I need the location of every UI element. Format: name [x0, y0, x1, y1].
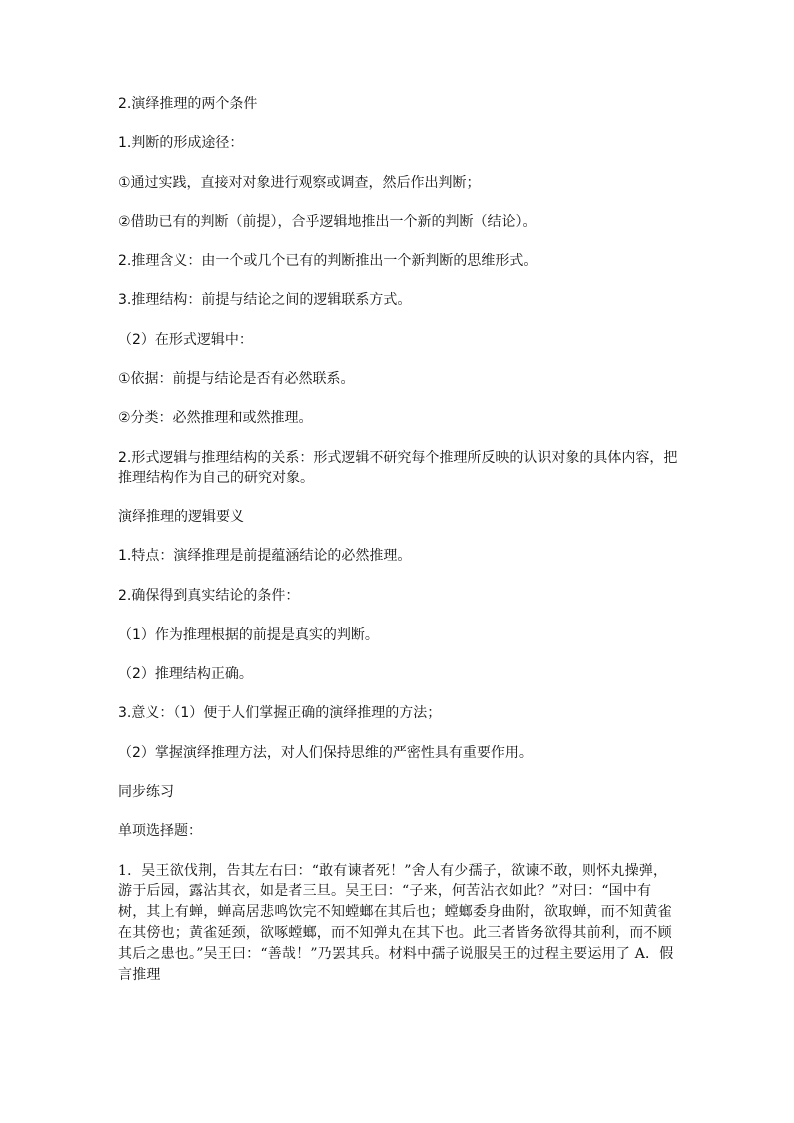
section-heading-logic-essentials: 演绎推理的逻辑要义	[118, 508, 244, 525]
question-one-text: 1．吴王欲伐荆，告其左右曰：“敢有谏者死！”舍人有少孺子，欲谏不敢，则怀丸操弹，游于后园，露沾其衣，如是者三旦。吴王曰：“子来，何苦沾衣如此？”对曰：“国中有树，其上有蝉，蝉高居悲鸣饮完不知螳螂在其后也；螳螂委身曲附，欲取蝉，而不知黄雀在其傍也；黄雀延颈，欲啄螳螂，而不知弹丸在其下也。此三者皆务欲得其前利，而不顾其后之患也。”吴王曰：“善哉！”乃罢其兵。材料中孺子说服吴王的过程主要运用了 A．假言推理	[118, 862, 674, 983]
paragraph-classification: ②分类：必然推理和或然推理。	[118, 410, 313, 427]
paragraph-significance-one: 3.意义：（1）便于人们掌握正确的演绎推理的方法；	[118, 705, 442, 722]
paragraph-basis: ①依据：前提与结论是否有必然联系。	[118, 371, 355, 388]
section-heading-practice: 同步练习	[118, 784, 174, 801]
paragraph-existing-judgment-route: ②借助已有的判断（前提），合乎逻辑地推出一个新的判断（结论）。	[118, 213, 537, 230]
paragraph-reasoning-structure: 3.推理结构：前提与结论之间的逻辑联系方式。	[118, 292, 412, 309]
paragraph-formal-logic-heading: （2）在形式逻辑中：	[118, 331, 253, 348]
paragraph-practice-route: ①通过实践，直接对对象进行观察或调查，然后作出判断；	[118, 174, 481, 191]
paragraph-significance-two: （2）掌握演绎推理方法，对人们保持思维的严密性具有重要作用。	[118, 744, 533, 761]
paragraph-formal-logic-relation: 2.形式逻辑与推理结构的关系：形式逻辑不研究每个推理所反映的认识对象的具体内容，把推理结构作为自己的研究对象。	[118, 449, 678, 486]
paragraph-true-conclusion-conditions: 2.确保得到真实结论的条件：	[118, 587, 300, 604]
paragraph-condition-two: （2）推理结构正确。	[118, 666, 253, 683]
paragraph-characteristics: 1.特点：演绎推理是前提蕴涵结论的必然推理。	[118, 548, 412, 565]
paragraph-reasoning-meaning: 2.推理含义：由一个或几个已有的判断推出一个新判断的思维形式。	[118, 253, 538, 270]
paragraph-condition-one: （1）作为推理根据的前提是真实的判断。	[118, 626, 379, 643]
section-heading-single-choice: 单项选择题：	[118, 823, 202, 840]
paragraph-judgment-formation: 1.判断的形成途径：	[118, 135, 244, 152]
section-heading-deductive-conditions: 2.演绎推理的两个条件	[118, 96, 258, 112]
document-body	[118, 94, 678, 985]
